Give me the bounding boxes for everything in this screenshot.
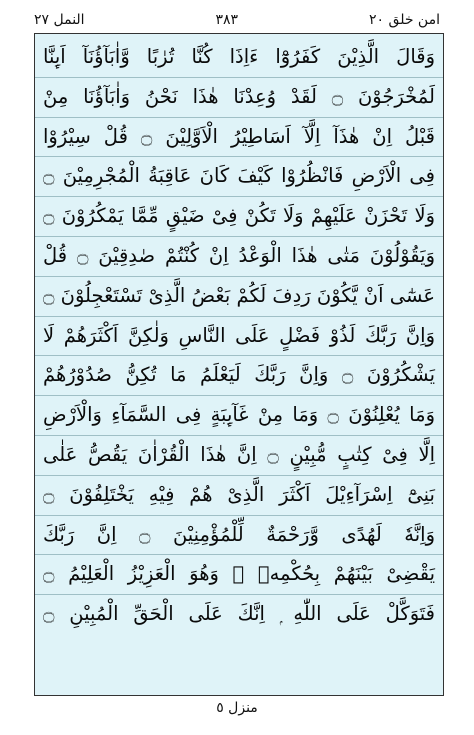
- verse-line: وَقَالَ الَّذِيْنَ كَفَرُوْٓا ءَاِذَا كُنَّا تُرٰبًا وَّاٰبَآؤُنَآ اَىِٕنَّا: [35, 38, 443, 78]
- verse-line: يَقْضِىْ بَيْنَهُمْ بِحُكْمِهٖ ۚ وَهُوَ الْعَزِيْزُ الْعَلِيْمُ ۝: [35, 555, 443, 595]
- verse-line: وَاِنَّهٗ لَهُدًى وَّرَحْمَةٌ لِّلْمُؤْمِنِيْنَ ۝ اِنَّ رَبَّكَ: [35, 516, 443, 556]
- page-number: ٣٨٣: [215, 12, 239, 28]
- verse-line: وَلَا تَحْزَنْ عَلَيْهِمْ وَلَا تَكُنْ فِىْ ضَيْقٍ مِّمَّا يَمْكُرُوْنَ ۝: [35, 197, 443, 237]
- verse-line: عَسٰٓى اَنْ يَّكُوْنَ رَدِفَ لَكُمْ بَعْضُ الَّذِىْ تَسْتَعْجِلُوْنَ ۝: [35, 277, 443, 317]
- verse-line: يَشْكُرُوْنَ ۝ وَاِنَّ رَبَّكَ لَيَعْلَمُ مَا تُكِنُّ صُدُوْرُهُمْ: [35, 356, 443, 396]
- verse-line: لَمُخْرَجُوْنَ ۝ لَقَدْ وُعِدْنَا هٰذَا نَحْنُ وَاٰبَآؤُنَا مِنْ: [35, 78, 443, 118]
- verse-line: بَنِىْٓ اِسْرَآءِيْلَ اَكْثَرَ الَّذِىْ هُمْ فِيْهِ يَخْتَلِفُوْنَ ۝: [35, 476, 443, 516]
- verse-frame: [34, 33, 444, 696]
- surah-name: النمل ٢٧: [34, 12, 85, 28]
- manzil-label: منزل ٥: [216, 700, 258, 716]
- verse-line: وَمَا يُعْلِنُوْنَ ۝ وَمَا مِنْ غَآىِٕبَةٍ فِى السَّمَآءِ وَالْاَرْضِ: [35, 396, 443, 436]
- verse-line: وَاِنَّ رَبَّكَ لَذُوْ فَضْلٍ عَلَى النَّاسِ وَلٰكِنَّ اَكْثَرَهُمْ لَا: [35, 317, 443, 357]
- verse-line: وَيَقُوْلُوْنَ مَتٰى هٰذَا الْوَعْدُ اِنْ كُنْتُمْ صٰدِقِيْنَ ۝ قُلْ: [35, 237, 443, 277]
- verse-line: اِلَّا فِىْ كِتٰبٍ مُّبِيْنٍ ۝ اِنَّ هٰذَا الْقُرْاٰنَ يَقُصُّ عَلٰى: [35, 436, 443, 476]
- verse-line: فَتَوَكَّلْ عَلَى اللّٰهِ ۭ اِنَّكَ عَلَى الْحَقِّ الْمُبِيْنِ ۝: [43, 602, 435, 626]
- para-name: امن خلق ٢٠: [369, 12, 440, 28]
- page-header: [34, 8, 440, 32]
- verse-line: فِى الْاَرْضِ فَانْظُرُوْا كَيْفَ كَانَ عَاقِبَةُ الْمُجْرِمِيْنَ ۝: [35, 157, 443, 197]
- verse-line: قَبْلُ اِنْ هٰذَآ اِلَّآ اَسَاطِيْرُ الْاَوَّلِيْنَ ۝ قُلْ سِيْرُوْا: [35, 118, 443, 158]
